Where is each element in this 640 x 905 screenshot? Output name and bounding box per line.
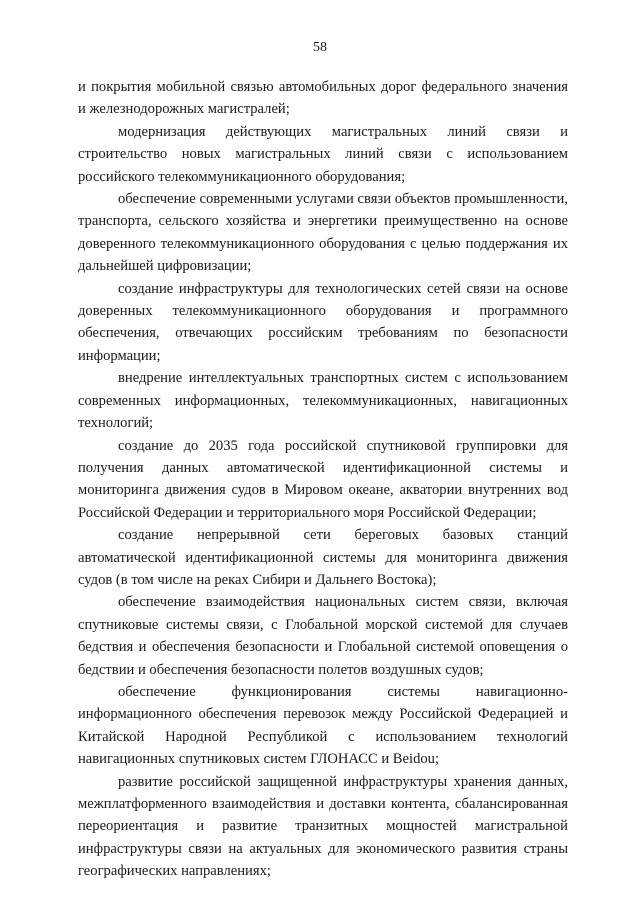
paragraph-coastal-stations: создание непрерывной сети береговых базовых станций автоматической идентификационной системы для мониторинга движения судов (в том числе на реках Сибири и Дальнего Востока);	[78, 527, 568, 588]
document-body	[78, 76, 568, 883]
paragraph-technological-networks: создание инфраструктуры для технологических сетей связи на основе доверенных телекоммуникационного оборудования и программного обеспечения, отвечающих российским требованиям по безопасности информации;	[78, 280, 568, 364]
page-number: 58	[313, 40, 327, 55]
paragraph-data-infrastructure: развитие российской защищенной инфраструктуры хранения данных, межплатформенного взаимодействия и доставки контента, сбалансированная переориентация и развитие транзитных мощностей магистральной инфраструктуры связи на актуальных для экономического развития страны географических направлениях;	[78, 773, 568, 880]
paragraph-navigation-china: обеспечение функционирования системы навигационно-информационного обеспечения перевозок между Российской Федерацией и Китайской Народной Республикой с использованием технологий навигационных спутниковых систем ГЛОНАСС и Beidou;	[78, 683, 568, 768]
paragraph-continuation: и покрытия мобильной связью автомобильных дорог федерального значения и железнодорожных магистралей;	[78, 79, 568, 118]
paragraph-backbone-modernization: модернизация действующих магистральных линий связи и строительство новых магистральных линий связи с использованием российского телекоммуникационного оборудования;	[78, 123, 568, 185]
paragraph-industry-services: обеспечение современными услугами связи объектов промышленности, транспорта, сельского хозяйства и энергетики преимущественно на основе доверенного телекоммуникационного оборудования с целью поддержания их дальнейшей цифровизации;	[78, 191, 568, 275]
paragraph-maritime-distress: обеспечение взаимодействия национальных систем связи, включая спутниковые системы связи, с Глобальной морской системой для случаев бедствия и обеспечения безопасности и Глобальной системой оповещения о бедствии и обеспечения безопасности полетов воздушных судов;	[78, 594, 568, 678]
paragraph-intelligent-transport: внедрение интеллектуальных транспортных систем с использованием современных информационных, телекоммуникационных, навигационных технологий;	[78, 370, 568, 432]
paragraph-satellite-constellation: создание до 2035 года российской спутниковой группировки для получения данных автоматической идентификационной системы и мониторинга движения судов в Мировом океане, акватории внутренних вод Российской Федерации и территориального моря Российской Федерации;	[78, 437, 568, 521]
